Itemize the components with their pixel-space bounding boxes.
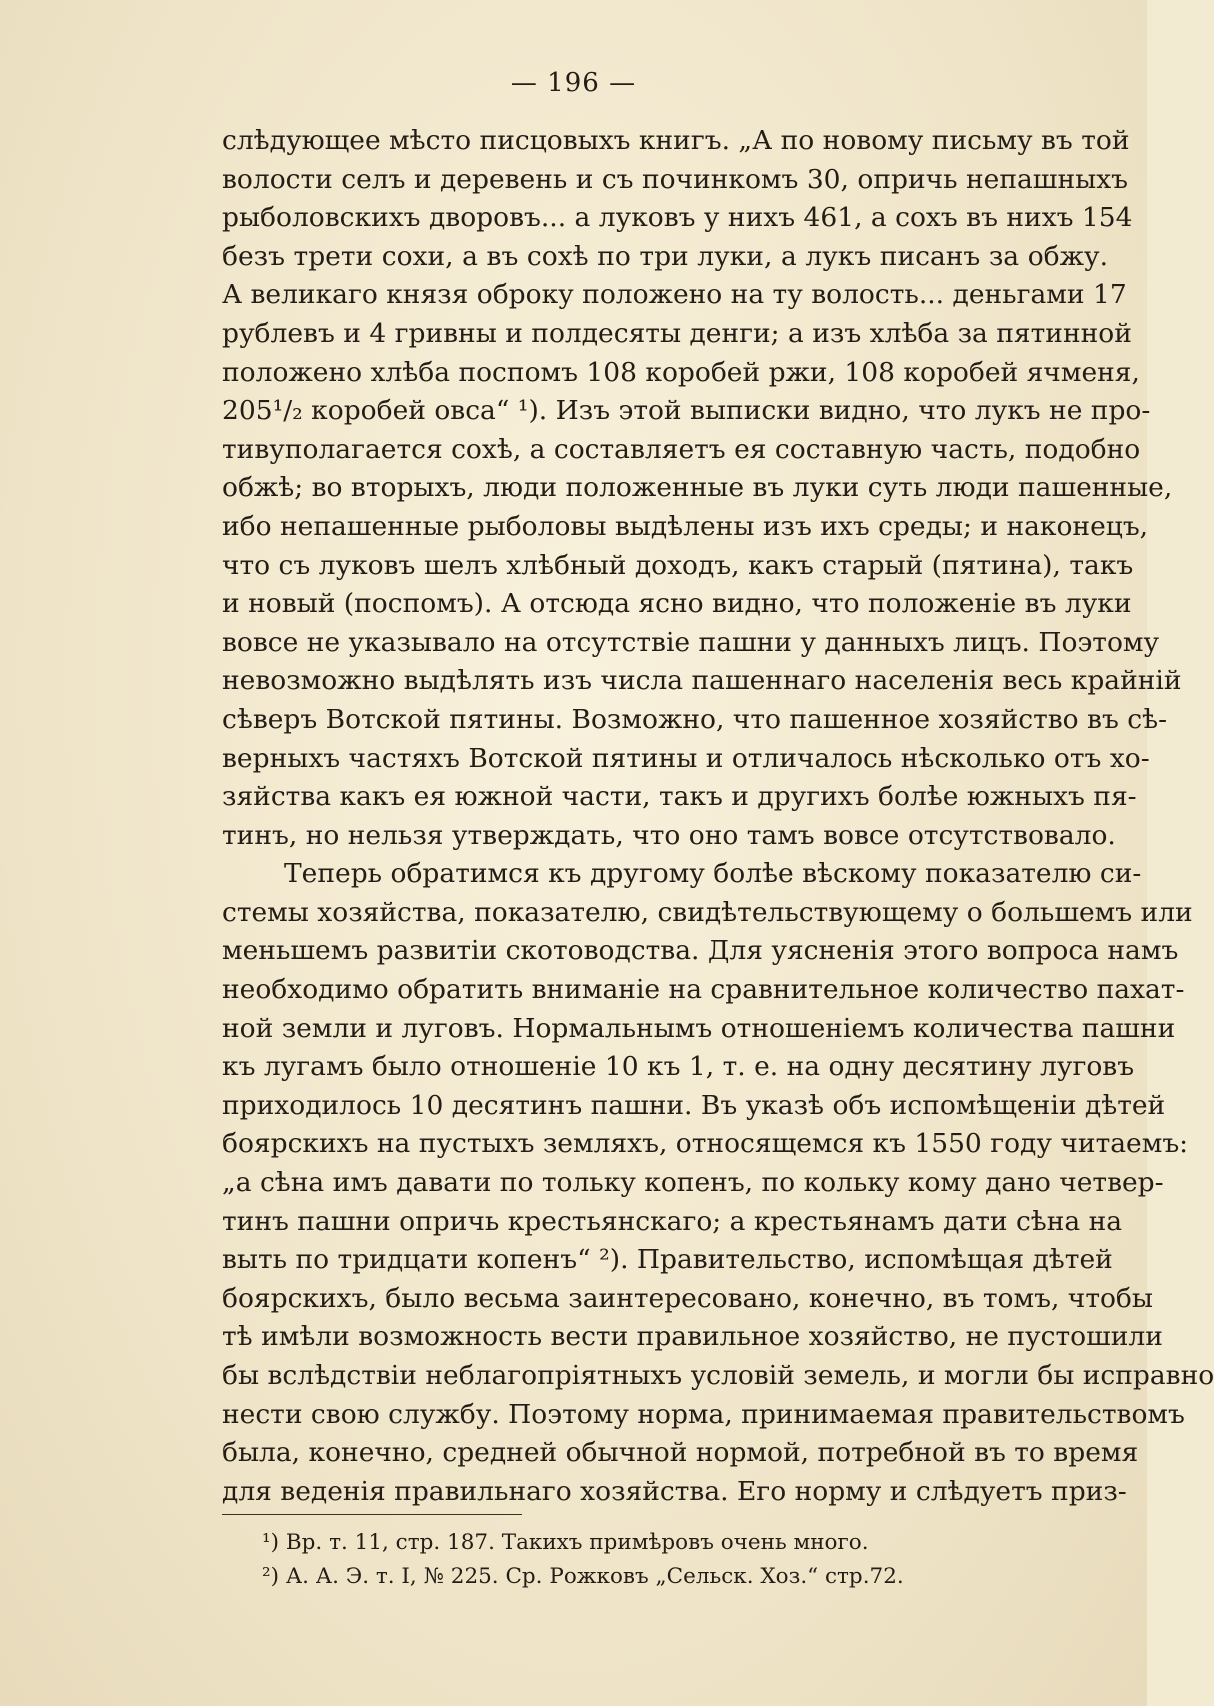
text-line: 205¹/₂ коробей овса“ ¹). Изъ этой выписки видно, что лукъ не про-: [222, 395, 1151, 427]
text-line: тивуполагается сохѣ, а составляетъ ея составную часть, подобно: [222, 433, 1141, 465]
text-line: что съ луковъ шелъ хлѣбный доходъ, какъ старый (пятина), такъ: [222, 549, 1134, 581]
text-line: „а сѣна имъ давати по тольку копенъ, по кольку кому дано четвер-: [222, 1167, 1164, 1199]
text-line: сѣверъ Вотской пятины. Возможно, что пашенное хозяйство въ сѣ-: [222, 703, 1168, 735]
text-line: обжѣ; во вторыхъ, люди положенные въ луки суть люди пашенные,: [222, 472, 1173, 504]
text-line: невозможно выдѣлять изъ числа пашеннаго населенія весь крайній: [222, 665, 1182, 697]
text-line: боярскихъ на пустыхъ земляхъ, относящемся къ 1550 году читаемъ:: [222, 1128, 1189, 1160]
text-line: зяйства какъ ея южной части, такъ и другихъ болѣе южныхъ пя-: [222, 781, 1137, 813]
text-line: для веденія правильнаго хозяйства. Его норму и слѣдуетъ приз-: [222, 1475, 1127, 1507]
text-line: рублевъ и 4 гривны и полдесяты денги; а изъ хлѣба за пятинной: [222, 317, 1132, 349]
text-line: боярскихъ, было весьма заинтересовано, конечно, въ томъ, чтобы: [222, 1282, 1153, 1314]
body-text: [222, 122, 1214, 1511]
text-line: ной земли и луговъ. Нормальнымъ отношеніемъ количества пашни: [222, 1012, 1176, 1044]
text-line: выть по тридцати копенъ“ ²). Правительство, испомѣщая дѣтей: [222, 1244, 1113, 1276]
footnote: ¹) Вр. т. 11, стр. 187. Такихъ примѣровъ очень много.: [262, 1530, 869, 1555]
text-line: ибо непашенные рыболовы выдѣлены изъ ихъ среды; и наконецъ,: [222, 510, 1149, 542]
text-line: слѣдующее мѣсто писцовыхъ книгъ. „А по новому письму въ той: [222, 125, 1130, 156]
text-line: Теперь обратимся къ другому болѣе вѣскому показателю си-: [284, 858, 1142, 890]
text-line: и новый (поспомъ). А отсюда ясно видно, что положеніе въ луки: [222, 588, 1132, 620]
text-line: стемы хозяйства, показателю, свидѣтельствующему о большемъ или: [222, 896, 1193, 928]
text-line: меньшемъ развитіи скотоводства. Для уясненія этого вопроса намъ: [222, 935, 1179, 967]
text-line: волости селъ и деревень и съ починкомъ 30, опричь непашныхъ: [222, 163, 1129, 195]
text-line: безъ трети сохи, а въ сохѣ по три луки, а лукъ писанъ за обжу.: [222, 240, 1108, 272]
text-line: нести свою службу. Поэтому норма, принимаемая правительствомъ: [222, 1398, 1185, 1430]
text-line: необходимо обратить вниманіе на сравнительное количество пахат-: [222, 974, 1185, 1006]
footnote-divider: [222, 1514, 522, 1515]
text-line: верныхъ частяхъ Вотской пятины и отличалось нѣсколько отъ хо-: [222, 742, 1150, 774]
page-number: — 196 —: [510, 68, 637, 98]
text-line: бы вслѣдствіи неблагопріятныхъ условій земель, и могли бы исправно: [222, 1360, 1214, 1391]
text-line: рыболовскихъ дворовъ... а луковъ у нихъ 461, а сохъ въ нихъ 154: [222, 202, 1133, 234]
text-line: А великаго князя оброку положено на ту волость... деньгами 17: [222, 279, 1127, 311]
text-line: положено хлѣба поспомъ 108 коробей ржи, 108 коробей ячменя,: [222, 356, 1140, 388]
text-line: тинъ, но нельзя утверждать, что оно тамъ вовсе отсутствовало.: [222, 819, 1116, 851]
text-line: тинъ пашни опричь крестьянскаго; а крестьянамъ дати сѣна на: [222, 1205, 1123, 1237]
text-line: къ лугамъ было отношеніе 10 къ 1, т. е. на одну десятину луговъ: [222, 1051, 1135, 1083]
text-line: тѣ имѣли возможность вести правильное хозяйство, не пустошили: [222, 1321, 1163, 1353]
text-line: была, конечно, средней обычной нормой, потребной въ то время: [222, 1437, 1139, 1469]
footnote: ²) А. А. Э. т. I, № 225. Ср. Рожковъ „Сельск. Хоз.“ стр.72.: [262, 1564, 904, 1589]
footnotes: [262, 1526, 1108, 1594]
text-line: вовсе не указывало на отсутствіе пашни у данныхъ лицъ. Поэтому: [222, 626, 1160, 658]
text-line: приходилось 10 десятинъ пашни. Въ указѣ объ испомѣщеніи дѣтей: [222, 1089, 1166, 1121]
